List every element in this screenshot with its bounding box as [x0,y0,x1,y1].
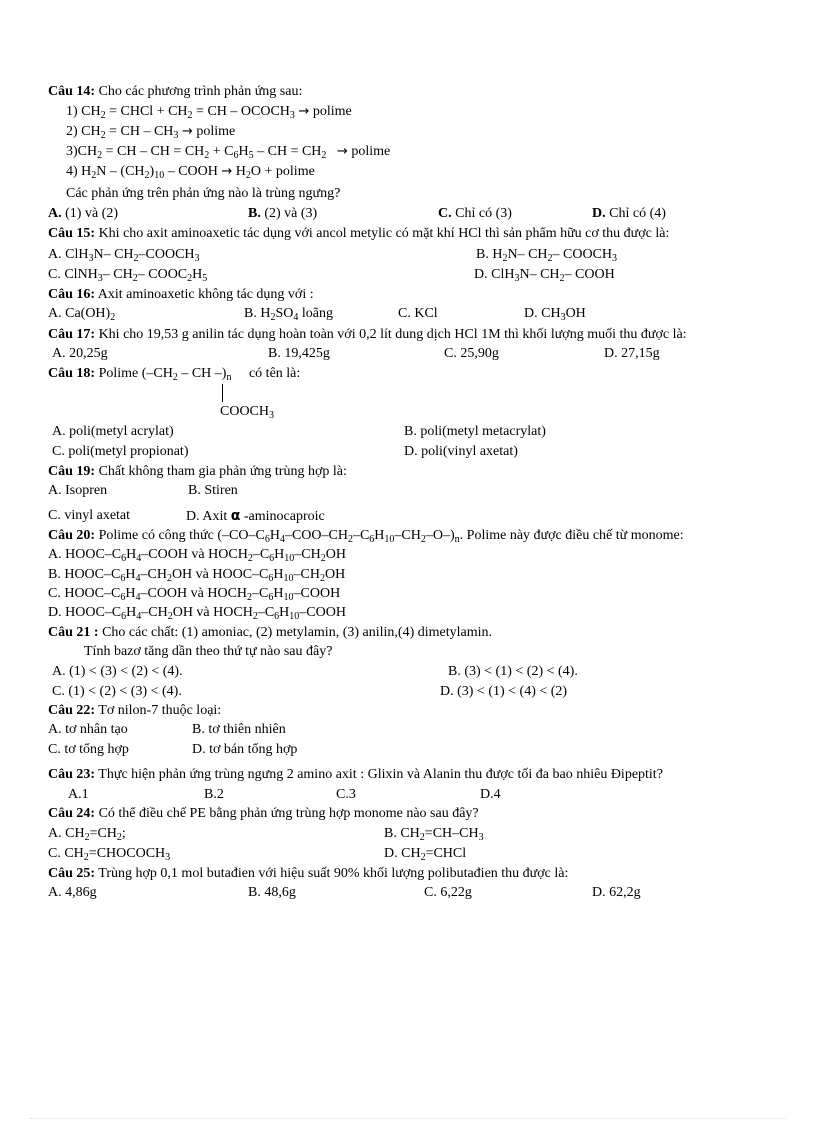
q24-option-a[interactable]: A. $CH_2=CH_2$; [48,826,126,843]
q18-option-a[interactable]: A. poli(metyl acrylat) [52,424,174,439]
q19-option-c[interactable]: C. vinyl axetat [48,508,131,523]
q14-label: Câu 14: [48,84,96,99]
q18-option-c[interactable]: C. poli(metyl propionat) [52,444,189,459]
q24-stem: Câu 24: Có thể điều chế PE bằng phản ứng trùng hợp monome nào sau đây? [48,806,479,821]
q21-subquestion: Tính bazơ tăng dần theo thứ tự nào sau đây? [84,644,333,659]
q14-option-c[interactable]: C. Chỉ có (3) [438,206,512,221]
reaction-arrow-icon: → [221,164,233,179]
q15-option-d[interactable]: D. ClH$_3$N– $CH_2-$ COOH [474,267,615,284]
q23-option-b[interactable]: B.2 [204,787,224,802]
q24-option-b[interactable]: B. $CH_2=CH-CH_3$ [384,826,484,843]
q16-option-a[interactable]: A. $Ca(OH)_2$ [48,306,116,323]
q22-option-a[interactable]: A. tơ nhân tạo [48,722,128,737]
q15-option-c[interactable]: C. ClNH$_3$– $CH_2-$ $COOC_2H_5$ [48,267,208,284]
q25-stem: Câu 25: Trùng hợp 0,1 mol butađien với hiệu suất 90% khối lượng polibutađien thu được là: [48,866,569,881]
q17-option-c[interactable]: C. 25,90g [444,346,499,361]
q14-reaction-4: 4) $H_2N - (CH_2)_{10}$ – COOH → $H_2O + polime$ [66,164,315,181]
q25-option-a[interactable]: A. 4,86g [48,885,97,900]
q18-option-d[interactable]: D. poli(vinyl axetat) [404,444,518,459]
q15-option-a[interactable]: A. ClH$_3$N– $CH_2-COOCH_3$ [48,247,200,264]
q14-question: Các phản ứng trên phản ứng nào là trùng ngưng? [66,186,341,201]
branch-bond-line [222,384,223,402]
q17-stem: Câu 17: Khi cho 19,53 g anilin tác dụng hoàn toàn với 0,2 lít dung dịch HCl 1M thì khối lượng muối thu được là: [48,327,687,342]
q23-option-d[interactable]: D.4 [480,787,501,802]
q15-option-b[interactable]: B. $H_2N-$ $CH_2-$ $COOCH_3$ [476,247,618,264]
reaction-arrow-icon: → [336,144,348,159]
q16-option-b[interactable]: B. $H_2SO_4$ loãng [244,306,333,323]
q23-option-a[interactable]: A.1 [68,787,89,802]
reaction-arrow-icon: → [181,124,193,139]
q20-option-c[interactable]: C. HOOC–$C_6H_4$–COOH và $HOCH_2-C_6H_{10}$–COOH [48,586,341,603]
q24-option-c[interactable]: C. $CH_2=CHOCOCH_3$ [48,846,171,863]
q14-reaction-3: $3)CH_2$ = CH – CH = $CH_2 + C_6H_5$ – CH = $CH_2$ → polime [66,144,391,161]
polymer-formula: Polime ($-CH_2$ – CH $-)_n$ [98,366,232,383]
q19-option-a[interactable]: A. Isopren [48,483,108,498]
q19-option-b[interactable]: B. Stiren [188,483,238,498]
q14-stem [48,84,302,100]
q25-option-c[interactable]: C. 6,22g [424,885,472,900]
q16-option-c[interactable]: C. KCl [398,306,438,321]
page-bottom-divider [30,1118,786,1119]
q21-option-c[interactable]: C. (1) < (2) < (3) < (4). [52,684,182,699]
q22-option-b[interactable]: B. tơ thiên nhiên [192,722,286,737]
q21-stem: Câu 21 : Cho các chất: (1) amoniac, (2) metylamin, (3) anilin,(4) dimetylamin. [48,625,492,640]
q22-option-d[interactable]: D. tơ bán tổng hợp [192,742,298,757]
q20-option-d[interactable]: D. HOOC–$C_6H_4-CH_2OH$ và $HOCH_2-C_6H_{10}$–COOH [48,605,346,622]
q18-option-b[interactable]: B. poli(metyl metacrylat) [404,424,546,439]
q21-option-a[interactable]: A. (1) < (3) < (2) < (4). [52,664,183,679]
q25-option-b[interactable]: B. 48,6g [248,885,296,900]
alpha-symbol: α [230,508,241,524]
q14-option-a[interactable]: A. (1) và (2) [48,206,118,221]
q14-option-d[interactable]: D. Chỉ có (4) [592,206,666,221]
q20-stem: Câu 20: Polime có công thức $(-CO-C_6H_4-COO-CH_2-C_6H_{10}-CH_2-O-)_n$. Polime này được điều chế từ monome: [48,528,684,545]
q20-option-a[interactable]: A. HOOC–$C_6H_4$–COOH và $HOCH_2-C_6H_{10}-CH_2OH$ [48,547,346,564]
q18-branch: $COOCH_3$ [220,404,275,421]
q14-intro: Cho các phương trình phản ứng sau: [98,84,303,99]
q14-option-b[interactable]: B. (2) và (3) [248,206,318,221]
q25-option-d[interactable]: D. 62,2g [592,885,641,900]
q17-option-d[interactable]: D. 27,15g [604,346,660,361]
q16-stem: Câu 16: Axit aminoaxetic không tác dụng với : [48,287,314,302]
q14-reaction-1: 1) $CH_2$ = CHCl + $CH_2$ = CH – $OCOCH_3 \to polime$ [66,104,352,121]
q17-option-b[interactable]: B. 19,425g [268,346,330,361]
q19-option-d[interactable]: D. Axit α -aminocaproic [186,508,325,524]
q18-stem: Câu 18: Polime ($-CH_2$ – CH $-)_n$ có tên là: [48,366,301,383]
q17-option-a[interactable]: A. 20,25g [52,346,108,361]
q21-option-b[interactable]: B. (3) < (1) < (2) < (4). [448,664,578,679]
q23-option-c[interactable]: C.3 [336,787,356,802]
q16-option-d[interactable]: D. $CH_3OH$ [524,306,586,323]
q15-stem: Câu 15: Khi cho axit aminoaxetic tác dụng với ancol metylic có mặt khí HCl thì sản phẩm hữu cơ thu được là: [48,226,670,241]
q22-stem: Câu 22: Tơ nilon-7 thuộc loại: [48,703,222,718]
q22-option-c[interactable]: C. tơ tổng hợp [48,742,129,757]
q14-reaction-2: 2) $CH_2$ = CH – $CH_3 \to polime$ [66,124,236,141]
q23-stem: Câu 23: Thực hiện phản ứng trùng ngưng 2 amino axit : Glixin và Alanin thu được tối đa bao nhiêu Đipeptit? [48,767,663,782]
q20-option-b[interactable]: B. HOOC–$C_6H_4-CH_2OH$ và HOOC–$C_6H_{10}-CH_2OH$ [48,567,346,584]
q21-option-d[interactable]: D. (3) < (1) < (4) < (2) [440,684,568,699]
reaction-arrow-icon: → [298,104,310,119]
q19-stem: Câu 19: Chất không tham gia phản ứng trùng hợp là: [48,464,347,479]
q24-option-d[interactable]: D. $CH_2=CHCl$ [384,846,467,863]
